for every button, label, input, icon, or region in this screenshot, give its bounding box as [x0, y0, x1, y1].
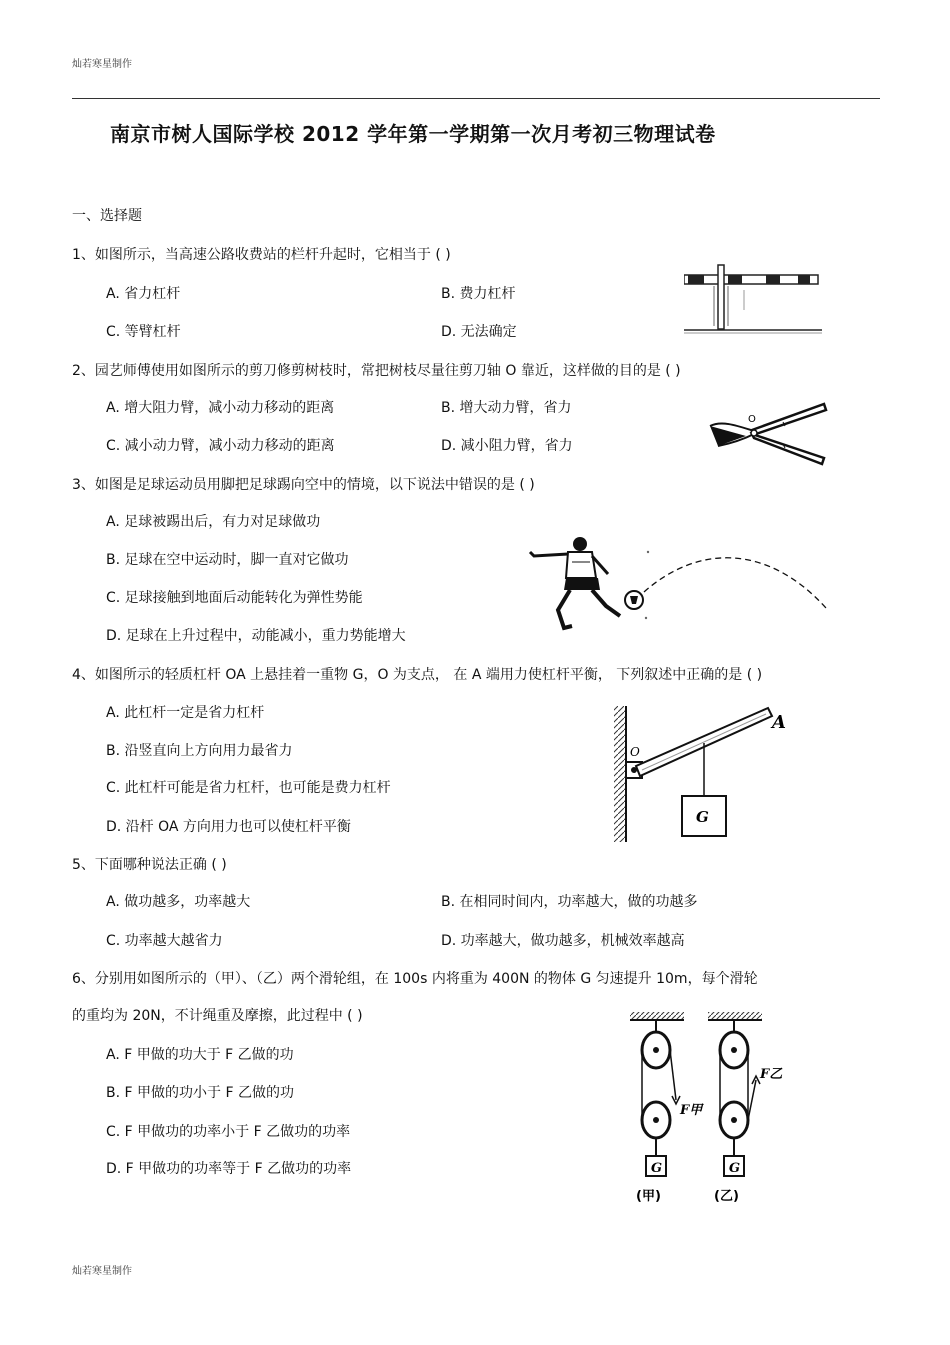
page-title: 南京市树人国际学校 2012 学年第一学期第一次月考初三物理试卷	[110, 122, 716, 146]
question-1-option-c: C. 等臂杠杆	[106, 324, 181, 340]
question-2-option-c: C. 减小动力臂，减小动力移动的距离	[106, 438, 335, 454]
question-6-stem-line1: 6、分别用如图所示的（甲）、（乙）两个滑轮组，在 100s 内将重为 400N 的物体 G 匀速提升 10m，每个滑轮	[72, 971, 758, 987]
question-2-stem: 2、园艺师傅使用如图所示的剪刀修剪树枝时，常把树枝尽量往剪刀轴 O 靠近，这样做的目的是 ( )	[72, 363, 681, 379]
question-2-option-a: A. 增大阻力臂，减小动力移动的距离	[106, 400, 335, 416]
lever-pivot-label: O	[630, 745, 640, 759]
question-4-option-a: A. 此杠杆一定是省力杠杆	[106, 705, 265, 721]
question-1-option-b: B. 费力杠杆	[441, 286, 516, 302]
question-5-option-d: D. 功率越大，做功越多，机械效率越高	[441, 933, 685, 949]
lever-figure	[612, 706, 802, 844]
soccer-kick-figure	[528, 534, 830, 634]
question-4-option-c: C. 此杠杆可能是省力杠杆，也可能是费力杠杆	[106, 780, 391, 796]
question-1-option-d: D. 无法确定	[441, 324, 517, 340]
question-2-option-d: D. 减小阻力臂，省力	[441, 438, 573, 454]
question-5-option-c: C. 功率越大越省力	[106, 933, 223, 949]
question-6-option-a: A. F 甲做的功大于 F 乙做的功	[106, 1047, 294, 1063]
question-3-option-d: D. 足球在上升过程中，动能减小，重力势能增大	[106, 628, 406, 644]
question-4-stem: 4、如图所示的轻质杠杆 OA 上悬挂着一重物 G，O 为支点， 在 A 端用力使杠杆平衡， 下列叙述中正确的是 ( )	[72, 667, 763, 683]
question-1-option-a: A. 省力杠杆	[106, 286, 181, 302]
pulley-jia-weight-label: G	[651, 1161, 663, 1176]
question-3-option-b: B. 足球在空中运动时，脚一直对它做功	[106, 552, 349, 568]
pulley-yi-caption: (乙)	[714, 1189, 739, 1204]
header-divider	[72, 98, 880, 99]
pulley-system-figure	[626, 1010, 796, 1206]
question-3-option-c: C. 足球接触到地面后动能转化为弹性势能	[106, 590, 363, 606]
toll-gate-figure	[684, 262, 824, 334]
page-footer: 灿若寒星制作	[72, 1266, 132, 1277]
pulley-jia-caption: (甲)	[636, 1189, 661, 1204]
question-5-option-a: A. 做功越多，功率越大	[106, 894, 251, 910]
question-6-option-b: B. F 甲做的功小于 F 乙做的功	[106, 1085, 294, 1101]
pruning-shears-figure	[708, 398, 832, 468]
pulley-yi-weight-label: G	[729, 1161, 741, 1176]
question-5-stem: 5、下面哪种说法正确 ( )	[72, 857, 227, 873]
question-4-option-d: D. 沿杆 OA 方向用力也可以使杠杆平衡	[106, 819, 351, 835]
question-5-option-b: B. 在相同时间内，功率越大，做的功越多	[441, 894, 698, 910]
page-header: 灿若寒星制作	[72, 59, 132, 70]
pulley-jia-force-label: F甲	[680, 1103, 703, 1118]
question-1-stem: 1、如图所示，当高速公路收费站的栏杆升起时，它相当于 ( )	[72, 247, 451, 263]
question-4-option-b: B. 沿竖直向上方向用力最省力	[106, 743, 293, 759]
section-heading: 一、选择题	[72, 208, 142, 224]
pulley-yi-force-label: F乙	[760, 1067, 783, 1082]
lever-end-label: A	[772, 712, 786, 733]
question-3-option-a: A. 足球被踢出后，有力对足球做功	[106, 514, 321, 530]
question-6-stem-line2: 的重均为 20N，不计绳重及摩擦，此过程中 ( )	[72, 1008, 363, 1024]
question-3-stem: 3、如图是足球运动员用脚把足球踢向空中的情境，以下说法中错误的是 ( )	[72, 477, 535, 493]
question-6-option-c: C. F 甲做功的功率小于 F 乙做功的功率	[106, 1124, 351, 1140]
question-6-option-d: D. F 甲做功的功率等于 F 乙做功的功率	[106, 1161, 352, 1177]
question-2-option-b: B. 增大动力臂，省力	[441, 400, 572, 416]
lever-weight-label: G	[696, 808, 709, 826]
shears-pivot-label: O	[748, 414, 756, 425]
